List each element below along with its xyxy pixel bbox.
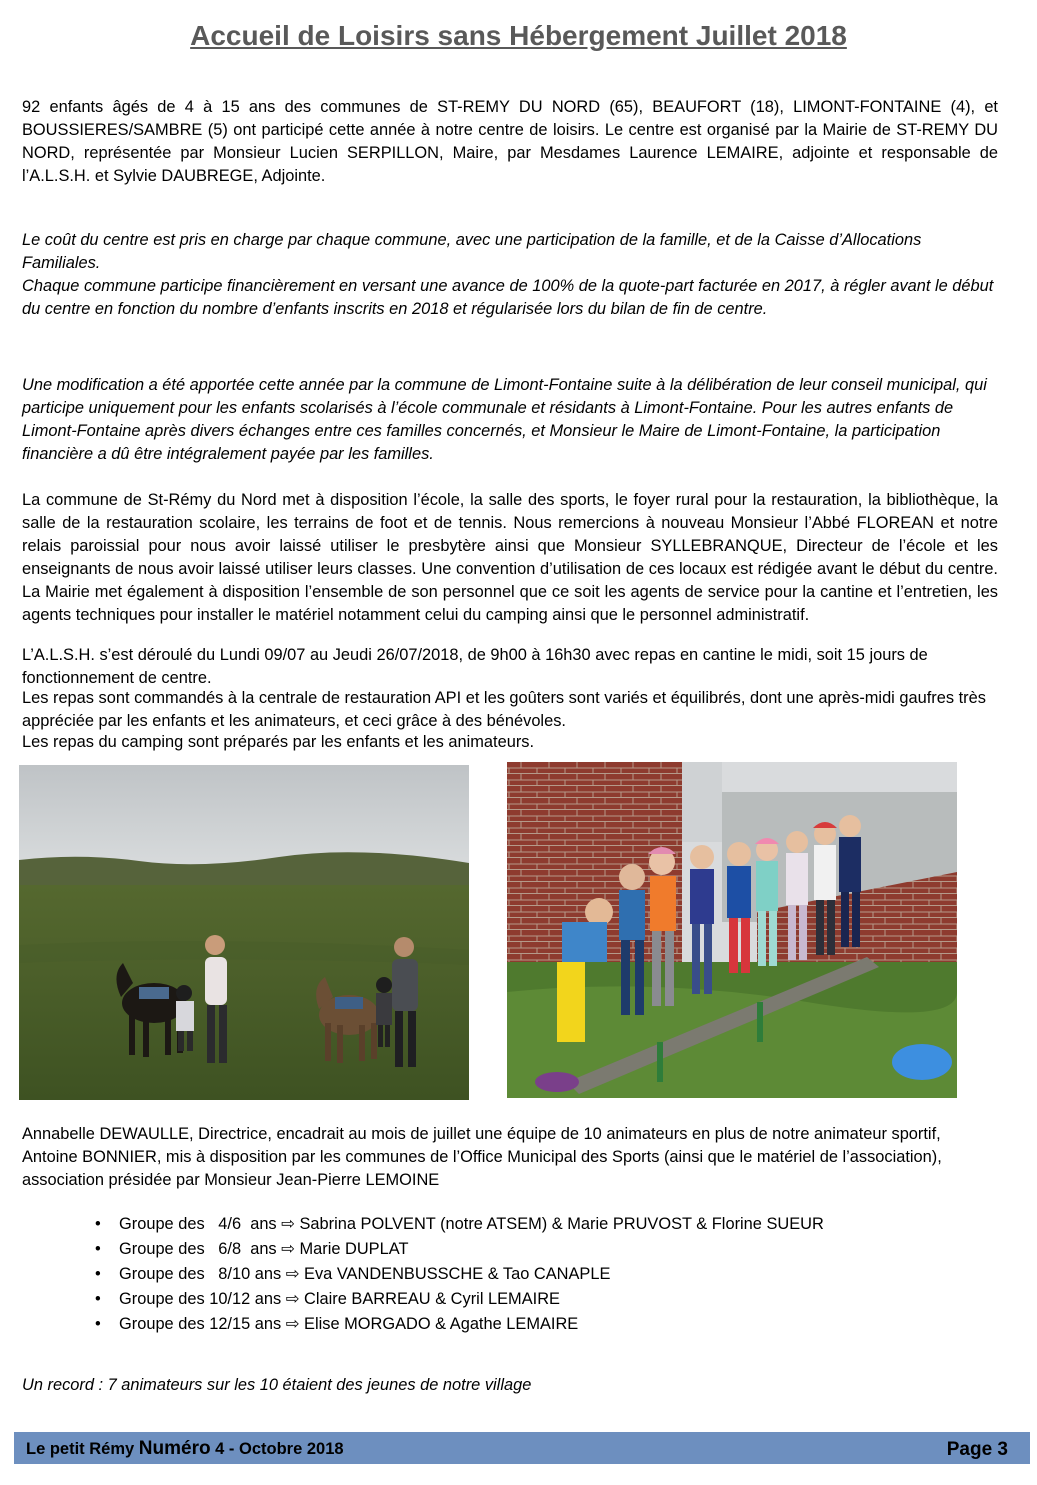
cost-advance-paragraph: Chaque commune participe financièrement en versant une avance de 100% de la quote-part facturée en 2017, à régler avant le début du centre en fonction du nombre d’enfants inscrits en 2018 et régularisée lors du bilan de fin de centre. bbox=[22, 277, 994, 318]
list-item: • Groupe des 10/12 ans ⇨ Claire BARREAU & Cyril LEMAIRE bbox=[95, 1287, 824, 1312]
numero-label: Numéro bbox=[138, 1438, 211, 1459]
page-title: Accueil de Loisirs sans Hébergement Juillet 2018 bbox=[190, 20, 847, 51]
list-item: • Groupe des 12/15 ans ⇨ Elise MORGADO & Agathe LEMAIRE bbox=[95, 1312, 824, 1337]
dates-paragraph: L’A.L.S.H. s’est déroulé du Lundi 09/07 au Jeudi 26/07/2018, de 9h00 à 16h30 avec repas en cantine le midi, soit 15 jours de fonctionnement de centre. bbox=[22, 646, 928, 687]
publication-name: Le petit Rémy bbox=[26, 1440, 139, 1458]
intro-paragraph: 92 enfants âgés de 4 à 15 ans des communes de ST-REMY DU NORD (65), BEAUFORT (18), LIMONT-FONTAINE (4), et BOUSSIERES/SAMBRE (5) ont participé cette année à notre centre de loisirs. Le centre est organisé par la Mairie de ST-REMY DU NORD, représentée par Monsieur Lucien SERPILLON, Maire, par Mesdames Laurence LEMAIRE, adjointe et responsable de l’A.L.S.H. et Sylvie DAUBREGE, Adjointe. bbox=[22, 98, 998, 185]
team-paragraph: Annabelle DEWAULLE, Directrice, encadrait au mois de juillet une équipe de 10 animateurs en plus de notre animateur sportif, Antoine BONNIER, mis à disposition par les communes de l’Office Municipal des Sports (ainsi que le matériel de l’association), association présidée par Monsieur Jean-Pierre LEMOINE bbox=[22, 1125, 942, 1189]
footer-band bbox=[14, 1432, 1030, 1464]
facilities-paragraph: La commune de St-Rémy du Nord met à disposition l’école, la salle des sports, le foyer rural pour la restauration, la bibliothèque, la salle de la restauration scolaire, les terrains de foot et de tennis. Nous remercions à nouveau Monsieur l’Abbé FLOREAN et notre relais paroissial pour nous avoir laissé utiliser le presbytère ainsi que Monsieur SYLLEBRANQUE, Directeur de l’école et les enseignants de nous avoir laissé utiliser leurs classes. Une convention d’utilisation de ces locaux est rédigée avant le début du centre. La Mairie met également à disposition l’ensemble de son personnel que ce soit les agents de service pour la cantine et l’entretien, les agents techniques pour installer le matériel notamment celui du camping ainsi que le personnel administratif. bbox=[22, 491, 998, 624]
children-bench-photo bbox=[507, 762, 957, 1098]
list-item: • Groupe des 4/6 ans ⇨ Sabrina POLVENT (notre ATSEM) & Marie PRUVOST & Florine SUEUR bbox=[95, 1212, 824, 1237]
list-item: • Groupe des 8/10 ans ⇨ Eva VANDENBUSSCHE & Tao CANAPLE bbox=[95, 1262, 824, 1287]
page-number: Page 3 bbox=[946, 1439, 1008, 1460]
footer-issue bbox=[26, 1438, 344, 1460]
groups-list bbox=[95, 1212, 824, 1337]
record-paragraph: Un record : 7 animateurs sur les 10 étaient des jeunes de notre village bbox=[22, 1376, 532, 1394]
cost-paragraph: Le coût du centre est pris en charge par chaque commune, avec une participation de la famille, et de la Caisse d’Allocations Familiales. bbox=[22, 231, 922, 272]
camping-paragraph: Les repas du camping sont préparés par les enfants et les animateurs. bbox=[22, 733, 535, 751]
issue-date: 4 - Octobre 2018 bbox=[210, 1440, 344, 1458]
meals-paragraph: Les repas sont commandés à la centrale de restauration API et les goûters sont variés et équilibrés, dont une après-midi gaufres très appréciée par les enfants et les animateurs, et ceci grâce à des bénévoles. bbox=[22, 689, 986, 730]
modification-paragraph: Une modification a été apportée cette année par la commune de Limont-Fontaine suite à la délibération de leur conseil municipal, qui participe uniquement pour les enfants scolarisés à l’école communale et résidants à Limont-Fontaine. Pour les autres enfants de Limont-Fontaine après divers échanges entre ces familles concernés, et Monsieur le Maire de Limont-Fontaine, la participation financière a dû être intégralement payée par les familles. bbox=[22, 376, 987, 463]
list-item: • Groupe des 6/8 ans ⇨ Marie DUPLAT bbox=[95, 1237, 824, 1262]
ponies-photo bbox=[19, 765, 469, 1100]
